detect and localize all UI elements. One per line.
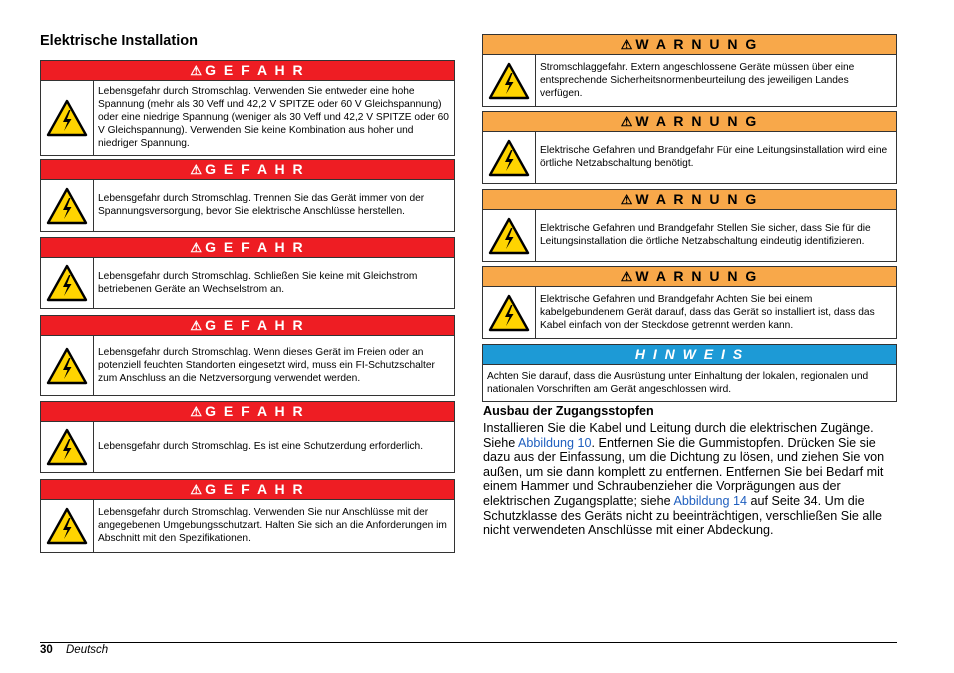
gefahr-label: G E F A H R	[205, 62, 305, 78]
warning-triangle-icon: ⚠	[620, 37, 633, 52]
gefahr-box	[40, 60, 455, 156]
warnung-label: W A R N U N G	[635, 268, 759, 284]
electrical-hazard-icon	[46, 428, 88, 466]
icon-cell	[41, 258, 94, 308]
warnung-box	[482, 189, 897, 262]
gefahr-header	[41, 480, 454, 500]
electrical-hazard-icon	[488, 62, 530, 100]
electrical-hazard-icon	[488, 217, 530, 255]
icon-cell	[41, 180, 94, 231]
warnung-header	[483, 190, 896, 210]
paragraph	[483, 421, 896, 538]
gefahr-header	[41, 238, 454, 258]
warning-triangle-icon: ⚠	[190, 162, 203, 177]
warning-triangle-icon: ⚠	[620, 114, 633, 129]
gefahr-text: Lebensgefahr durch Stromschlag. Verwenden Sie nur Anschlüsse mit der angegebenen Umgebungsschutzart. Halten Sie sich an die Anforderungen im Abschnitt mit den Spezifikationen.	[98, 507, 447, 544]
gefahr-header	[41, 61, 454, 81]
figure-link[interactable]: Abbildung 10	[518, 435, 592, 450]
gefahr-box	[40, 479, 455, 553]
hinweis-box	[482, 344, 897, 402]
warning-triangle-icon: ⚠	[190, 318, 203, 333]
gefahr-header	[41, 316, 454, 336]
warning-triangle-icon: ⚠	[190, 404, 203, 419]
gefahr-box	[40, 159, 455, 232]
warnung-text: Elektrische Gefahren und Brandgefahr Achten Sie bei einem kabelgebundenem Gerät darauf, dass das Gerät so installiert ist, dass das Kabel einfach von der Steckdose getrennt werden kann.	[540, 293, 875, 331]
electrical-hazard-icon	[46, 187, 88, 225]
gefahr-label: G E F A H R	[205, 403, 305, 419]
electrical-hazard-icon	[46, 507, 88, 545]
warnung-box	[482, 34, 897, 107]
icon-cell	[483, 132, 536, 183]
warnung-label: W A R N U N G	[635, 113, 759, 129]
figure-link[interactable]: Abbildung 14	[673, 493, 747, 508]
warnung-label: W A R N U N G	[635, 36, 759, 52]
warning-triangle-icon: ⚠	[190, 482, 203, 497]
gefahr-box	[40, 401, 455, 473]
warnung-label: W A R N U N G	[635, 191, 759, 207]
gefahr-text: Lebensgefahr durch Stromschlag. Wenn dieses Gerät im Freien oder an potenziell feuchten Standorten eingesetzt wird, muss ein FI-Schutzschalter zum Anschluss an die Netzversorgung verwendet werden.	[98, 346, 435, 384]
warning-triangle-icon: ⚠	[620, 269, 633, 284]
page-footer	[40, 644, 108, 656]
sub-heading: Ausbau der Zugangsstopfen	[483, 404, 654, 418]
section-heading: Elektrische Installation	[40, 33, 198, 49]
gefahr-box	[40, 315, 455, 396]
gefahr-text: Lebensgefahr durch Stromschlag. Trennen Sie das Gerät immer von der Spannungsversorgung, bevor Sie elektrische Anschlüsse herstellen.	[98, 193, 425, 217]
icon-cell	[41, 336, 94, 395]
icon-cell	[483, 287, 536, 338]
gefahr-label: G E F A H R	[205, 481, 305, 497]
electrical-hazard-icon	[46, 264, 88, 302]
warnung-text: Stromschlaggefahr. Extern angeschlossene Geräte müssen über eine entsprechende Sicherheitsnormenbeurteilung des jeweiligen Landes verfügen.	[540, 61, 855, 99]
electrical-hazard-icon	[46, 99, 88, 137]
language-label: Deutsch	[66, 644, 109, 656]
hinweis-label: H I N W E I S	[634, 346, 745, 362]
icon-cell	[41, 81, 94, 155]
warnung-header	[483, 35, 896, 55]
gefahr-body	[41, 336, 454, 395]
gefahr-text: Lebensgefahr durch Stromschlag. Verwenden Sie entweder eine hohe Spannung (mehr als 30 Veff und 42,2 V SPITZE oder 60 V Gleichspannung) oder eine niedrige Spannung (weniger als 30 Veff und 42,2 V SPITZE oder 60 V Gleichspannung). Verwenden Sie keine Kombination aus hoher und niedriger Spannung.	[98, 86, 449, 149]
hinweis-header	[483, 345, 896, 365]
warnung-box	[482, 266, 897, 339]
icon-cell	[483, 210, 536, 261]
gefahr-body	[41, 422, 454, 472]
warnung-body	[483, 132, 896, 183]
warnung-header	[483, 112, 896, 132]
gefahr-body	[41, 258, 454, 308]
gefahr-box	[40, 237, 455, 309]
hinweis-text: Achten Sie darauf, dass die Ausrüstung unter Einhaltung der lokalen, regionalen und nationalen Vorschriften am Gerät angeschlossen wird.	[487, 371, 869, 395]
warnung-body	[483, 210, 896, 261]
warning-triangle-icon: ⚠	[620, 192, 633, 207]
gefahr-label: G E F A H R	[205, 239, 305, 255]
gefahr-label: G E F A H R	[205, 317, 305, 333]
paragraph-text: auf Seite 34. Um die Schutzklasse des Geräts nicht zu beeinträchtigen, verschließen Sie alle nicht verwendeten Anschlüsse mit einer Abdeckung.	[483, 493, 883, 538]
gefahr-header	[41, 402, 454, 422]
warnung-body	[483, 287, 896, 338]
warning-triangle-icon: ⚠	[190, 63, 203, 78]
icon-cell	[41, 422, 94, 472]
icon-cell	[483, 55, 536, 106]
footer-rule	[40, 642, 897, 643]
gefahr-body	[41, 81, 454, 155]
warnung-header	[483, 267, 896, 287]
warnung-box	[482, 111, 897, 184]
icon-cell	[41, 500, 94, 552]
electrical-hazard-icon	[488, 294, 530, 332]
gefahr-body	[41, 500, 454, 552]
electrical-hazard-icon	[488, 139, 530, 177]
gefahr-header	[41, 160, 454, 180]
warning-triangle-icon: ⚠	[190, 240, 203, 255]
warnung-body	[483, 55, 896, 106]
gefahr-body	[41, 180, 454, 231]
electrical-hazard-icon	[46, 347, 88, 385]
gefahr-text: Lebensgefahr durch Stromschlag. Es ist eine Schutzerdung erforderlich.	[98, 441, 424, 452]
warnung-text: Elektrische Gefahren und Brandgefahr Für eine Leitungsinstallation wird eine örtliche Netzabschaltung benötigt.	[540, 145, 888, 169]
paragraph-text: Installieren Sie die Kabel und Leitung durch die elektrischen Zugänge. Siehe	[483, 421, 874, 450]
gefahr-label: G E F A H R	[205, 161, 305, 177]
gefahr-text: Lebensgefahr durch Stromschlag. Schließen Sie keine mit Gleichstrom betriebenen Geräte an Wechselstrom an.	[98, 270, 418, 295]
page-number: 30	[40, 644, 53, 656]
paragraph-text: . Entfernen Sie die Gummistopfen. Drücken Sie sie dazu aus der Einfassung, um die Dichtung zu lösen, und ziehen Sie von außen, um sie dann komplett zu entfernen. Entfernen Sie bei Bedarf mit einem Hammer und Schraubenzieher die Vorprägungen aus der elektrischen Zugangsplatte; siehe	[483, 435, 885, 508]
warnung-text: Elektrische Gefahren und Brandgefahr Stellen Sie sicher, dass Sie für die Leitungsinstallation die örtliche Netzabschaltung eindeutig identifizieren.	[540, 223, 871, 247]
